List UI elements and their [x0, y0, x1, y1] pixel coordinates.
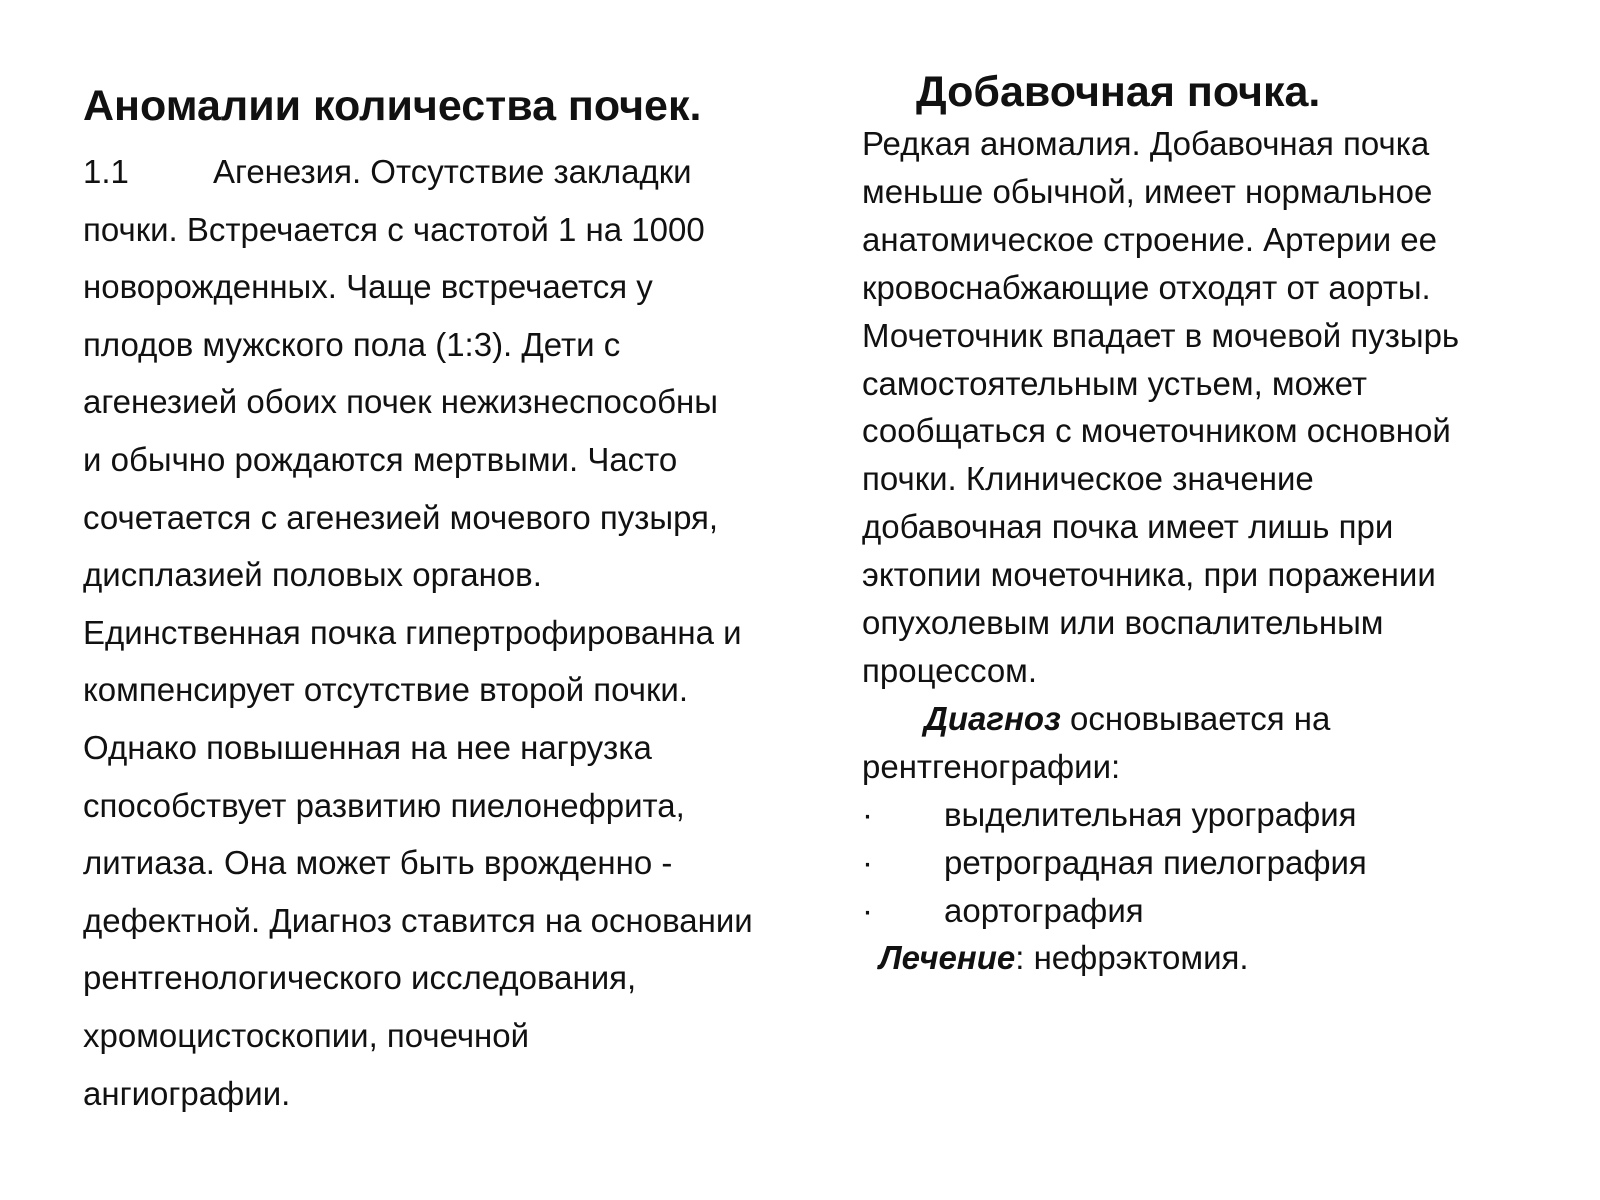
- paragraph-line: сообщаться с мочеточником основной: [862, 412, 1451, 450]
- bullet-icon: ·: [862, 891, 873, 929]
- treatment-text: : нефрэктомия.: [1015, 939, 1249, 977]
- paragraph-line: хромоцистоскопии, почечной: [83, 1016, 530, 1054]
- paragraph-line: ангиографии.: [83, 1074, 291, 1112]
- diagnosis-line: [862, 695, 1562, 743]
- paragraph-line: дефектной. Диагноз ставится на основании: [83, 901, 753, 939]
- paragraph-line: добавочная почка имеет лишь при: [862, 508, 1394, 546]
- paragraph-line: новорожденных. Чаще встречается у: [83, 268, 653, 306]
- left-heading: Аномалии количества почек.: [83, 82, 702, 130]
- paragraph-line: Мочеточник впадает в мочевой пузырь: [862, 316, 1460, 354]
- paragraph-line: Агенезия. Отсутствие закладки: [213, 153, 692, 190]
- paragraph-line: опухолевым или воспалительным: [862, 604, 1384, 642]
- diagnosis-text: основывается на: [1060, 699, 1331, 737]
- paragraph-line: анатомическое строение. Артерии ее: [862, 220, 1438, 258]
- treatment-line: [862, 934, 1562, 982]
- paragraph-line: Редкая аномалия. Добавочная почка: [862, 125, 1430, 162]
- paragraph-line: Однако повышенная на нее нагрузка: [83, 728, 652, 766]
- paragraph-line: самостоятельным устьем, может: [862, 364, 1368, 402]
- paragraph-line: процессом.: [862, 651, 1038, 689]
- right-heading: Добавочная почка.: [916, 68, 1321, 116]
- paragraph-line: рентгенологического исследования,: [83, 959, 637, 997]
- paragraph-line: кровоснабжающие отходят от аорты.: [862, 268, 1431, 306]
- paragraph-line: почки. Клиническое значение: [862, 460, 1314, 498]
- paragraph-line: дисплазией половых органов.: [83, 556, 542, 594]
- paragraph-line: меньше обычной, имеет нормальное: [862, 172, 1433, 210]
- treatment-term: Лечение: [879, 939, 1016, 977]
- paragraph-line: эктопии мочеточника, при поражении: [862, 556, 1436, 594]
- paragraph-line: и обычно рождаются мертвыми. Часто: [83, 440, 678, 478]
- left-first-line: [83, 143, 828, 201]
- section-number: 1.1: [83, 153, 129, 190]
- list-item-text: выделительная урография: [944, 795, 1357, 833]
- list-item-text: аортография: [944, 891, 1144, 929]
- paragraph-line: почки. Встречается с частотой 1 на 1000: [83, 210, 705, 248]
- list-item: [862, 839, 1562, 887]
- paragraph-line: плодов мужского пола (1:3). Дети с: [83, 325, 621, 363]
- right-column: [862, 58, 1562, 982]
- paragraph-line: компенсирует отсутствие второй почки.: [83, 671, 689, 709]
- left-column: [83, 72, 828, 1122]
- list-item: [862, 887, 1562, 935]
- bullet-icon: ·: [862, 795, 873, 833]
- paragraph-line: Единственная почка гипертрофированна и: [83, 613, 742, 651]
- paragraph-line: способствует развитию пиелонефрита,: [83, 786, 685, 824]
- diagnosis-line-2: рентгенографии:: [862, 747, 1121, 785]
- list-item-text: ретроградная пиелография: [944, 843, 1367, 881]
- diagnosis-term: Диагноз: [924, 699, 1061, 737]
- list-item: [862, 791, 1562, 839]
- bullet-icon: ·: [862, 843, 873, 881]
- paragraph-line: агенезией обоих почек нежизнеспособны: [83, 383, 718, 421]
- paragraph-line: литиаза. Она может быть врожденно -: [83, 844, 673, 882]
- paragraph-line: сочетается с агенезией мочевого пузыря,: [83, 498, 719, 536]
